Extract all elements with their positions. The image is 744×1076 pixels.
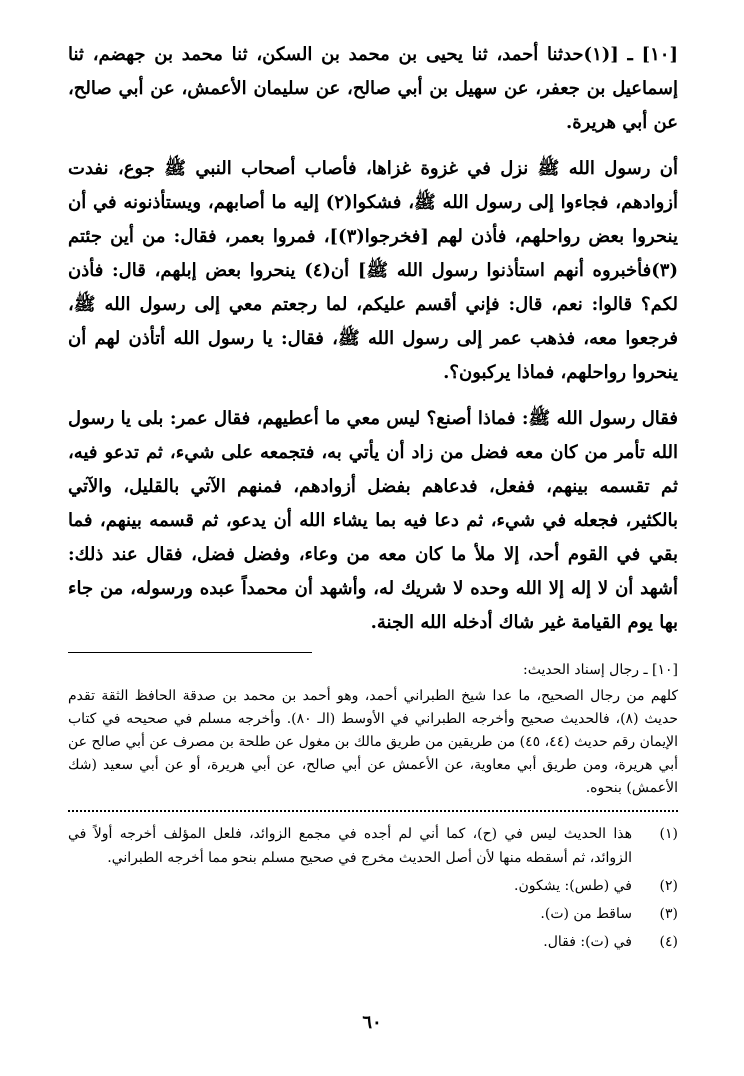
footnote-number: (٤) bbox=[659, 934, 678, 950]
footnote-text: في (ت): فقال. bbox=[543, 934, 632, 950]
footnote-number: (١) bbox=[659, 826, 678, 842]
footnote-number: (٢) bbox=[659, 878, 678, 894]
narrators-commentary: كلهم من رجال الصحيح، ما عدا شيخ الطبراني أحمد، وهو أحمد بن محمد بن صدقة الحافظ الثقة تقدم حديث (٨)، فالحديث صحيح وأخرجه الطبراني في الأوسط (الـ ٨٠). وأخرجه مسلم في صحيحه في كتاب الإيمان رقم حديث (٤٤، ٤٥) من طريقين من طريق مالك بن مغول عن طلحة بن مصرف عن أبي صالح عن أبي هريرة، ومن طريق أبي معاوية، عن الأعمش عن أبي صالح، عن أبي هريرة، أو عن أبي سعيد (شك الأعمش) بنحوه. bbox=[68, 688, 678, 796]
footnote-text: في (طس): يشكون. bbox=[514, 878, 632, 894]
footnote-item bbox=[68, 902, 678, 926]
footnote-number: (٣) bbox=[659, 906, 678, 922]
footnote-item bbox=[68, 822, 678, 870]
footnote-item bbox=[68, 930, 678, 954]
page-number: ٦٠ bbox=[362, 1012, 382, 1033]
hadith-text-part1: أن رسول الله ﷺ نزل في غزوة غزاها، فأصاب أصحاب النبي ﷺ جوع، نفدت أزوادهم، فجاءوا إلى رسول الله ﷺ، فشكوا(٢) إليه ما أصابهم، ويستأذنونه في أن ينحروا بعض رواحلهم، فأذن لهم [فخرجوا(٣)]، فمروا بعمر، فقال: من أين جئتم (٣)فأخبروه أنهم استأذنوا رسول الله ﷺ] أن(٤) ينحروا بعض إبلهم، قال: فأذن لكم؟ قالوا: نعم، قال: فإني أقسم عليكم، لما رجعتم معي إلى رسول الله ﷺ، فرجعوا معه، فذهب عمر إلى رسول الله ﷺ، فقال: يا رسول الله أتأذن لهم أن ينحروا رواحلهم، فماذا يركبون؟. bbox=[68, 158, 678, 383]
section-divider bbox=[68, 652, 312, 653]
footnote-item bbox=[68, 874, 678, 898]
footnote-text: هذا الحديث ليس في (ح)، كما أني لم أجده في مجمع الزوائد، فلعل المؤلف أخرجه أولاً في الزوائد، ثم أسقطه منها لأن أصل الحديث مخرج في صحيح مسلم بنحو مما أخرجه الطبراني. bbox=[68, 826, 632, 866]
footnotes-separator bbox=[68, 810, 678, 812]
footnote-text: ساقط من (ت). bbox=[540, 906, 632, 922]
page-body bbox=[68, 38, 678, 958]
hadith-text-part2: فقال رسول الله ﷺ: فماذا أصنع؟ ليس معي ما أعطيهم، فقال عمر: بلى يا رسول الله تأمر من كان معه فضل من زاد أن يأتي به، فتجمعه على شيء، ثم تدعو فيه، ثم تقسمه بينهم، ففعل، فدعاهم بفضل أزوادهم، فمنهم الآتي بالقليل، والآتي بالكثير، فجعله في شيء، ثم دعا فيه بما يشاء الله أن يدعو، ثم قسمه بينهم، فما بقي في القوم أحد، إلا ملأ ما كان معه من وعاء، وفضل فضل، فقال عند ذلك: أشهد أن لا إله إلا الله وحده لا شريك له، وأشهد أن محمداً عبده ورسوله، من جاء بها يوم القيامة غير شاك أدخله الله الجنة. bbox=[68, 408, 678, 633]
hadith-isnad: [١٠] ـ [(١)حدثنا أحمد، ثنا يحيى بن محمد بن السكن، ثنا محمد بن جهضم، ثنا إسماعيل بن جعفر، عن سهيل بن أبي صالح، عن سليمان الأعمش، عن أبي صالح، عن أبي هريرة. bbox=[68, 44, 678, 133]
narrators-title: [١٠] ـ رجال إسناد الحديث: bbox=[523, 662, 678, 678]
